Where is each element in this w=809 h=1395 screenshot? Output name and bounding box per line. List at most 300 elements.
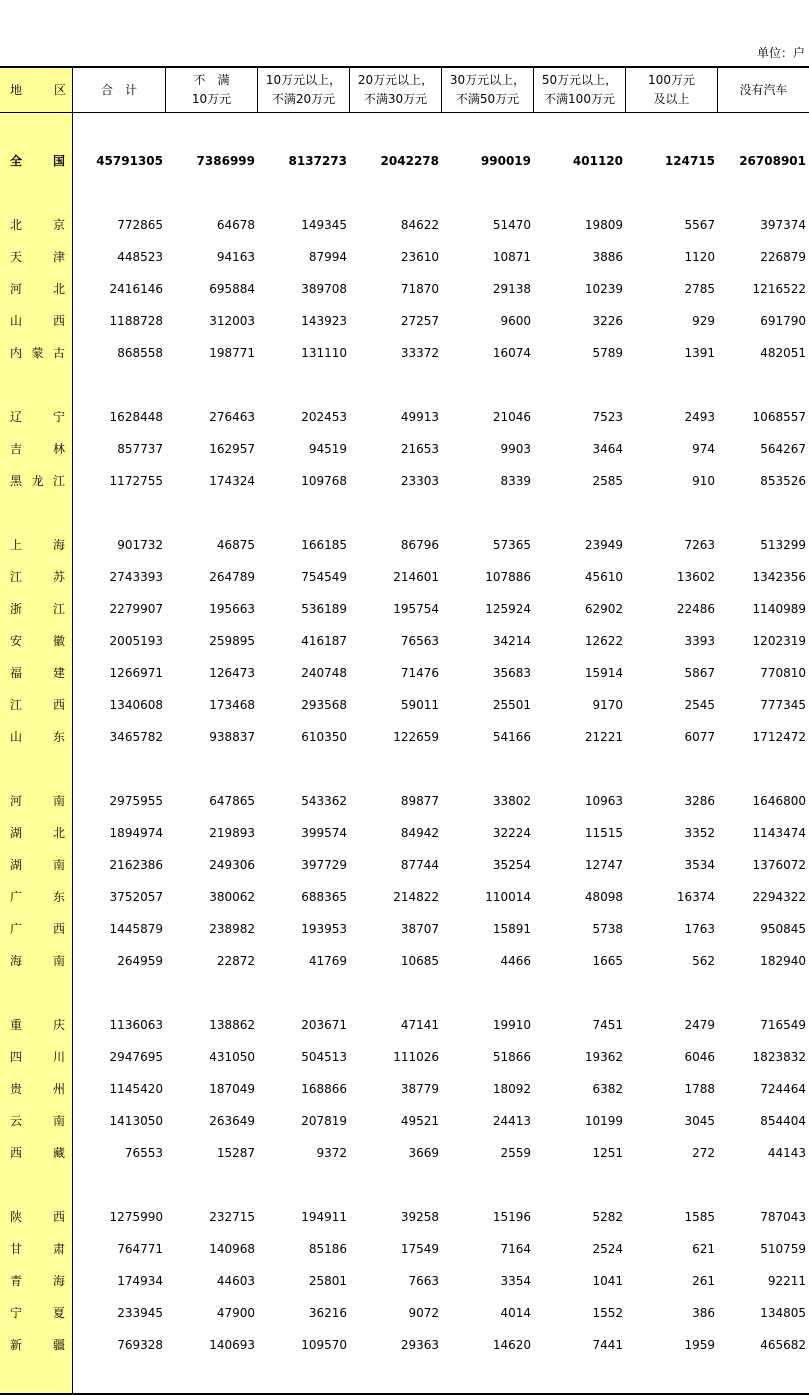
cell-value: 195663: [209, 602, 255, 616]
cell-value: 233945: [117, 1306, 163, 1320]
cell-value: 770810: [760, 666, 806, 680]
cell-value: 54166: [492, 730, 531, 744]
region-name-char: 内: [10, 346, 23, 360]
cell-value: 1788: [684, 1082, 715, 1096]
region-name: [0, 945, 73, 977]
region-name: [0, 241, 73, 273]
region-name: [0, 337, 73, 369]
region-name: [0, 657, 73, 689]
cell-value: 207819: [301, 1114, 347, 1128]
table-row: [0, 337, 809, 369]
cell-value: 5789: [592, 346, 623, 360]
cell-value: 691790: [760, 314, 806, 328]
cell-value: 48098: [584, 890, 623, 904]
cell-value: 938837: [209, 730, 255, 744]
cell-value: 513299: [760, 538, 806, 552]
cell-value: 38707: [400, 922, 439, 936]
region-name-char: 州: [52, 1082, 65, 1096]
region-name: [0, 881, 73, 913]
cell-value: 261: [692, 1274, 715, 1288]
cell-value: 695884: [209, 282, 255, 296]
cell-value: 64678: [216, 218, 255, 232]
table-row: [0, 1233, 809, 1265]
cell-value: 33372: [400, 346, 439, 360]
cell-value: 16374: [676, 890, 715, 904]
cell-value: 174934: [117, 1274, 163, 1288]
cell-value: 3286: [684, 794, 715, 808]
region-name-char: 上: [10, 538, 23, 552]
cell-value: 23949: [584, 538, 623, 552]
header-line: 及以上: [653, 92, 690, 106]
cell-value: 2162386: [109, 858, 163, 872]
region-name-char: 湖: [10, 858, 23, 872]
cell-value: 173468: [209, 698, 255, 712]
cell-value: 25501: [492, 698, 531, 712]
cell-value: 2545: [684, 698, 715, 712]
cell-value: 86796: [400, 538, 439, 552]
cell-value: 15914: [584, 666, 623, 680]
cell-value: 9372: [316, 1146, 347, 1160]
cell-value: 46875: [216, 538, 255, 552]
cell-value: 259895: [209, 634, 255, 648]
header-no-car: 没有汽车: [739, 82, 788, 97]
cell-value: 49913: [400, 410, 439, 424]
table-row: [0, 1329, 809, 1361]
table-row: [0, 945, 809, 977]
region-name-char: 北: [52, 826, 65, 840]
cell-value: 15891: [492, 922, 531, 936]
cell-value: 226879: [760, 250, 806, 264]
region-name-char: 陕: [10, 1210, 23, 1224]
region-name-char: 东: [52, 730, 65, 744]
region-name: [0, 817, 73, 849]
cell-value: 7523: [592, 410, 623, 424]
region-name-char: 辽: [10, 410, 23, 424]
table-row: [0, 1201, 809, 1233]
cell-value: 2005193: [109, 634, 163, 648]
cell-value: 62902: [584, 602, 623, 616]
cell-value: 1628448: [109, 410, 163, 424]
cell-value: 2493: [684, 410, 715, 424]
cell-value: 536189: [301, 602, 347, 616]
cell-value: 21046: [492, 410, 531, 424]
cell-value: 140968: [209, 1242, 255, 1256]
cell-value: 26708901: [739, 154, 806, 168]
cell-value: 35254: [492, 858, 531, 872]
header-line: 50万元以上，: [541, 73, 618, 87]
cell-value: 124715: [664, 154, 715, 168]
cell-value: 57365: [492, 538, 531, 552]
region-name: [0, 433, 73, 465]
region-name-char: 山: [10, 730, 23, 744]
table-header: [0, 66, 809, 113]
cell-value: 397729: [301, 858, 347, 872]
region-name: [0, 1073, 73, 1105]
region-name: [0, 1041, 73, 1073]
cell-value: 1552: [592, 1306, 623, 1320]
region-name-char: 东: [52, 890, 65, 904]
cell-value: 504513: [301, 1050, 347, 1064]
cell-value: 6046: [684, 1050, 715, 1064]
cell-value: 232715: [209, 1210, 255, 1224]
cell-value: 399574: [301, 826, 347, 840]
table-row: [0, 785, 809, 817]
table-row: [0, 529, 809, 561]
cell-value: 12747: [584, 858, 623, 872]
region-name: [0, 401, 73, 433]
cell-value: 910: [692, 474, 715, 488]
header-line: 10万元以上，: [265, 73, 342, 87]
cell-value: 9072: [408, 1306, 439, 1320]
table-row: [0, 1137, 809, 1169]
cell-value: 44603: [216, 1274, 255, 1288]
cell-value: 1275990: [109, 1210, 163, 1224]
region-name-char: 夏: [52, 1306, 65, 1320]
region-name-char: 肃: [52, 1242, 65, 1256]
table-row: [0, 1073, 809, 1105]
cell-value: 240748: [301, 666, 347, 680]
cell-value: 71870: [400, 282, 439, 296]
cell-value: 3354: [500, 1274, 531, 1288]
region-name-char: 川: [52, 1050, 65, 1064]
cell-value: 764771: [117, 1242, 163, 1256]
region-name-char: 重: [10, 1018, 23, 1032]
region-name-char: 宁: [52, 410, 65, 424]
cell-value: 8339: [500, 474, 531, 488]
table-row: [0, 817, 809, 849]
cell-value: 13602: [676, 570, 715, 584]
header-line: 20万元以上，: [357, 73, 434, 87]
region-name: [0, 785, 73, 817]
region-name: [0, 145, 73, 177]
region-name-char: 浙: [10, 602, 23, 616]
cell-value: 194911: [301, 1210, 347, 1224]
cell-value: 7386999: [196, 154, 255, 168]
cell-value: 19809: [584, 218, 623, 232]
cell-value: 380062: [209, 890, 255, 904]
region-name: [0, 273, 73, 305]
region-name-char: 海: [52, 538, 65, 552]
region-name: [0, 1201, 73, 1233]
cell-value: 7263: [684, 538, 715, 552]
cell-value: 10199: [584, 1114, 623, 1128]
cell-value: 19362: [584, 1050, 623, 1064]
cell-value: 564267: [760, 442, 806, 456]
region-name-char: 湖: [10, 826, 23, 840]
cell-value: 23303: [400, 474, 439, 488]
cell-value: 84942: [400, 826, 439, 840]
region-name-char: 龙: [31, 474, 44, 488]
region-name-char: 藏: [52, 1146, 65, 1160]
cell-value: 3465782: [109, 730, 163, 744]
cell-value: 5738: [592, 922, 623, 936]
cell-value: 84622: [400, 218, 439, 232]
data-table: [0, 66, 809, 1395]
table-row: [0, 849, 809, 881]
region-name-char: 南: [52, 954, 65, 968]
cell-value: 562: [692, 954, 715, 968]
cell-value: 688365: [301, 890, 347, 904]
region-name: [0, 305, 73, 337]
unit-label: 单位：户: [756, 46, 805, 60]
cell-value: 2294322: [752, 890, 806, 904]
cell-value: 950845: [760, 922, 806, 936]
region-name-char: 徽: [52, 634, 65, 648]
cell-value: 974: [692, 442, 715, 456]
region-name-char: 四: [10, 1050, 23, 1064]
cell-value: 45610: [584, 570, 623, 584]
table-row: [0, 273, 809, 305]
cell-value: 3886: [592, 250, 623, 264]
cell-value: 2524: [592, 1242, 623, 1256]
region-name-char: 蒙: [31, 346, 44, 360]
cell-value: 109768: [301, 474, 347, 488]
region-name-char: 南: [52, 858, 65, 872]
region-name-char: 西: [52, 1210, 65, 1224]
cell-value: 107886: [485, 570, 531, 584]
region-name-char: 广: [10, 922, 23, 936]
cell-value: 3534: [684, 858, 715, 872]
cell-value: 901732: [117, 538, 163, 552]
cell-value: 249306: [209, 858, 255, 872]
cell-value: 1763: [684, 922, 715, 936]
cell-value: 15287: [216, 1146, 255, 1160]
region-name-char: 云: [10, 1114, 23, 1128]
region-name: [0, 1329, 73, 1361]
cell-value: 24413: [492, 1114, 531, 1128]
region-name-char: 南: [52, 794, 65, 808]
region-name: [0, 593, 73, 625]
region-name-char: 青: [10, 1274, 23, 1288]
cell-value: 272: [692, 1146, 715, 1160]
cell-value: 1445879: [109, 922, 163, 936]
cell-value: 7451: [592, 1018, 623, 1032]
cell-value: 110014: [485, 890, 531, 904]
cell-value: 3752057: [109, 890, 163, 904]
cell-value: 5867: [684, 666, 715, 680]
cell-value: 1143474: [752, 826, 806, 840]
region-name-char: 河: [10, 794, 23, 808]
region-name: [0, 1105, 73, 1137]
cell-value: 238982: [209, 922, 255, 936]
cell-value: 6382: [592, 1082, 623, 1096]
header-line: 不满100万元: [544, 92, 615, 106]
cell-value: 1823832: [752, 1050, 806, 1064]
table-row: [0, 561, 809, 593]
region-name-char: 海: [52, 1274, 65, 1288]
cell-value: 787043: [760, 1210, 806, 1224]
cell-value: 482051: [760, 346, 806, 360]
cell-value: 401120: [572, 154, 623, 168]
region-name-char: 南: [52, 1114, 65, 1128]
cell-value: 647865: [209, 794, 255, 808]
cell-value: 1172755: [109, 474, 163, 488]
cell-value: 264959: [117, 954, 163, 968]
cell-value: 21221: [584, 730, 623, 744]
cell-value: 17549: [400, 1242, 439, 1256]
cell-value: 9600: [500, 314, 531, 328]
table-row: [0, 657, 809, 689]
cell-value: 15196: [492, 1210, 531, 1224]
table-row: [0, 401, 809, 433]
cell-value: 264789: [209, 570, 255, 584]
cell-value: 25801: [308, 1274, 347, 1288]
region-name: [0, 1137, 73, 1169]
cell-value: 2416146: [109, 282, 163, 296]
table-row: [0, 209, 809, 241]
cell-value: 8137273: [288, 154, 347, 168]
cell-value: 431050: [209, 1050, 255, 1064]
cell-value: 51470: [492, 218, 531, 232]
cell-value: 10963: [584, 794, 623, 808]
cell-value: 187049: [209, 1082, 255, 1096]
header-20w-30w: [350, 68, 442, 112]
cell-value: 2947695: [109, 1050, 163, 1064]
cell-value: 276463: [209, 410, 255, 424]
region-name: [0, 689, 73, 721]
cell-value: 854404: [760, 1114, 806, 1128]
cell-value: 134805: [760, 1306, 806, 1320]
cell-value: 1145420: [109, 1082, 163, 1096]
cell-value: 18092: [492, 1082, 531, 1096]
region-name-char: 江: [10, 570, 23, 584]
region-name-char: 全: [10, 154, 23, 168]
region-name: [0, 849, 73, 881]
cell-value: 2479: [684, 1018, 715, 1032]
total-row: [0, 145, 809, 177]
region-name-char: 河: [10, 282, 23, 296]
region-name: [0, 625, 73, 657]
cell-value: 465682: [760, 1338, 806, 1352]
region-name-char: 山: [10, 314, 23, 328]
cell-value: 263649: [209, 1114, 255, 1128]
region-name-char: 江: [10, 698, 23, 712]
region-name-char: 广: [10, 890, 23, 904]
header-line: 不满20万元: [271, 92, 336, 106]
cell-value: 19910: [492, 1018, 531, 1032]
cell-value: 1391: [684, 346, 715, 360]
cell-value: 1665: [592, 954, 623, 968]
table-body: [0, 113, 809, 1395]
cell-value: 2042278: [380, 154, 439, 168]
cell-value: 724464: [760, 1082, 806, 1096]
cell-value: 149345: [301, 218, 347, 232]
cell-value: 168866: [301, 1082, 347, 1096]
cell-value: 87994: [308, 250, 347, 264]
cell-value: 1202319: [752, 634, 806, 648]
header-100w-plus: [626, 68, 718, 112]
cell-value: 45791305: [96, 154, 163, 168]
cell-value: 1216522: [752, 282, 806, 296]
cell-value: 111026: [393, 1050, 439, 1064]
region-name: [0, 913, 73, 945]
region-name-char: 西: [10, 1146, 23, 1160]
cell-value: 3226: [592, 314, 623, 328]
cell-value: 448523: [117, 250, 163, 264]
region-name-char: 福: [10, 666, 23, 680]
region-name-char: 宁: [10, 1306, 23, 1320]
cell-value: 202453: [301, 410, 347, 424]
cell-value: 109570: [301, 1338, 347, 1352]
cell-value: 857737: [117, 442, 163, 456]
table-row: [0, 1105, 809, 1137]
cell-value: 7164: [500, 1242, 531, 1256]
table-row: [0, 721, 809, 753]
region-name-char: 西: [52, 922, 65, 936]
cell-value: 1894974: [109, 826, 163, 840]
cell-value: 11515: [584, 826, 623, 840]
header-30w-50w: [442, 68, 534, 112]
region-name-char: 西: [52, 698, 65, 712]
cell-value: 397374: [760, 218, 806, 232]
cell-value: 49521: [400, 1114, 439, 1128]
region-name-char: 贵: [10, 1082, 23, 1096]
cell-value: 35683: [492, 666, 531, 680]
cell-value: 543362: [301, 794, 347, 808]
cell-value: 4466: [500, 954, 531, 968]
cell-value: 772865: [117, 218, 163, 232]
cell-value: 94519: [308, 442, 347, 456]
cell-value: 126473: [209, 666, 255, 680]
cell-value: 1340608: [109, 698, 163, 712]
cell-value: 1266971: [109, 666, 163, 680]
cell-value: 312003: [209, 314, 255, 328]
region-name: [0, 209, 73, 241]
region-name-char: 北: [10, 218, 23, 232]
region-name-char: 安: [10, 634, 23, 648]
cell-value: 33802: [492, 794, 531, 808]
cell-value: 754549: [301, 570, 347, 584]
cell-value: 59011: [400, 698, 439, 712]
header-50w-100w: [534, 68, 626, 112]
cell-value: 94163: [216, 250, 255, 264]
cell-value: 87744: [400, 858, 439, 872]
cell-value: 9903: [500, 442, 531, 456]
cell-value: 138862: [209, 1018, 255, 1032]
cell-value: 4014: [500, 1306, 531, 1320]
table-row: [0, 1265, 809, 1297]
region-name-char: 江: [52, 474, 65, 488]
region-name-char: 江: [52, 602, 65, 616]
cell-value: 2743393: [109, 570, 163, 584]
cell-value: 416187: [301, 634, 347, 648]
cell-value: 143923: [301, 314, 347, 328]
cell-value: 10239: [584, 282, 623, 296]
table-row: [0, 241, 809, 273]
cell-value: 5282: [592, 1210, 623, 1224]
header-line: 30万元以上，: [449, 73, 526, 87]
cell-value: 1646800: [752, 794, 806, 808]
cell-value: 6077: [684, 730, 715, 744]
cell-value: 7441: [592, 1338, 623, 1352]
region-name-char: 古: [52, 346, 65, 360]
cell-value: 89877: [400, 794, 439, 808]
cell-value: 610350: [301, 730, 347, 744]
table-row: [0, 881, 809, 913]
cell-value: 1188728: [109, 314, 163, 328]
region-name-char: 建: [52, 666, 65, 680]
header-region: [0, 68, 73, 112]
cell-value: 10871: [492, 250, 531, 264]
cell-value: 9170: [592, 698, 623, 712]
header-line: 不 满: [193, 73, 230, 87]
cell-value: 16074: [492, 346, 531, 360]
header-under-10w: [166, 68, 258, 112]
region-name-char: 甘: [10, 1242, 23, 1256]
cell-value: 21653: [400, 442, 439, 456]
region-name-char: 北: [52, 282, 65, 296]
cell-value: 36216: [308, 1306, 347, 1320]
